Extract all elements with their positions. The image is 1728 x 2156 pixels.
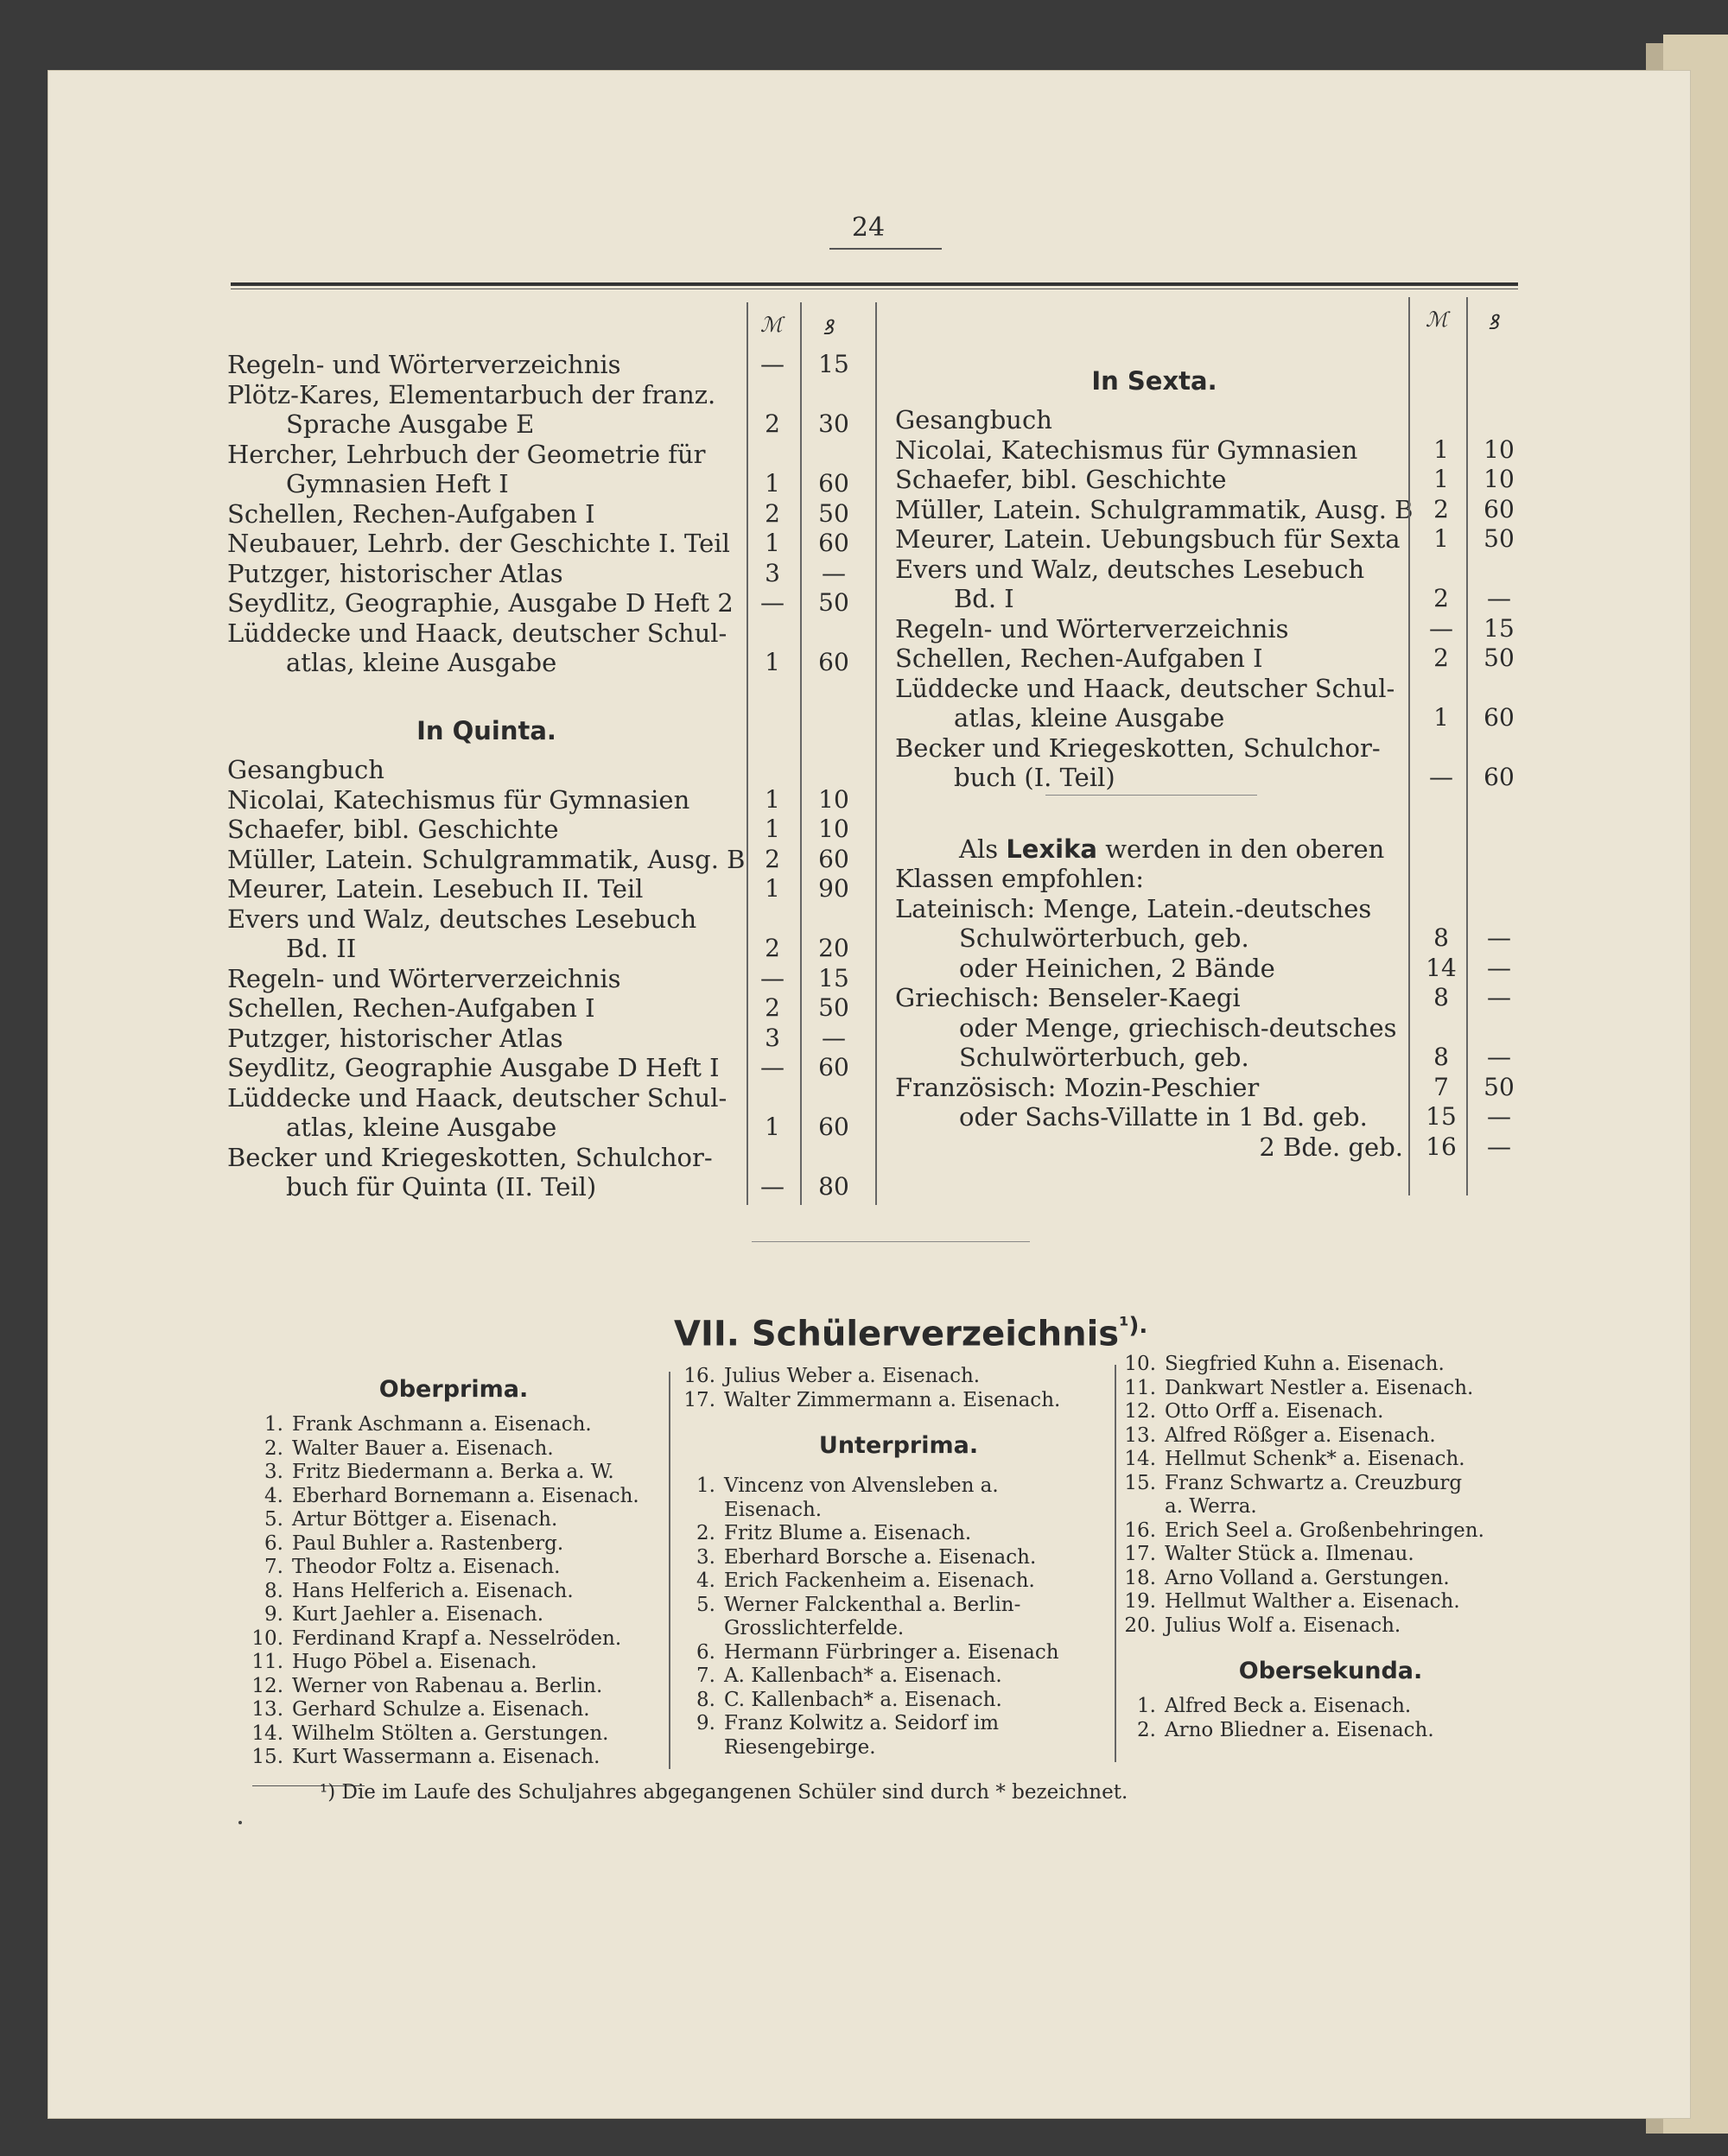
price-pf: 90 (818, 874, 849, 904)
student-name: Ferdinand Krapf a. Nesselröden. (292, 1627, 622, 1650)
book-line: Sprache Ausgabe E (286, 409, 535, 439)
student-name: Fritz Biedermann a. Berka a. W. (292, 1461, 614, 1483)
price-mark: 1 (1433, 434, 1449, 464)
student-number: 12. (251, 1674, 283, 1697)
list-heading: In Quinta. (416, 716, 556, 746)
book-line: Seydlitz, Geographie Ausgabe D Heft I (227, 1053, 720, 1083)
price-mark: 14 (1426, 953, 1457, 982)
price-mark: 2 (765, 934, 780, 963)
student-number: 14. (251, 1722, 283, 1745)
student-number: 6. (696, 1640, 715, 1664)
oberprima-list (251, 1367, 657, 1770)
book-line: Seydlitz, Geographie, Ausgabe D Heft 2 (227, 588, 734, 618)
price-pf: 80 (818, 1172, 849, 1202)
book-line: Schellen, Rechen-Aufgaben I (895, 644, 1263, 673)
book-line: Lüddecke und Haack, deutscher Schul- (227, 1082, 727, 1113)
pfennig-currency-symbol: ꝸ (823, 315, 834, 339)
student-number: 2. (696, 1522, 715, 1544)
student-number: 10. (251, 1627, 283, 1650)
student-name: Franz Schwartz a. Creuzburg (1165, 1471, 1463, 1494)
student-name: Theodor Foltz a. Eisenach. (292, 1556, 561, 1578)
price-mark: 1 (765, 784, 780, 814)
lexika-bold: Lexika (1006, 834, 1097, 864)
lexika-row: Griechisch: Benseler-Kaegi (895, 983, 1241, 1013)
student-number: 1. (264, 1413, 283, 1436)
section-separator (752, 1241, 1030, 1242)
price-mark: 2 (1433, 584, 1449, 612)
student-name: Fritz Blume a. Eisenach. (724, 1522, 972, 1544)
student-name: Eberhard Bornemann a. Eisenach. (292, 1484, 639, 1507)
page-speck (238, 1821, 242, 1824)
price-mark: — (760, 350, 785, 378)
student-entry (683, 1712, 1115, 1736)
book-line: Regeln- und Wörterverzeichnis (227, 963, 621, 993)
student-number: 7. (264, 1556, 283, 1578)
student-name: Paul Buhler a. Rastenberg. (292, 1531, 564, 1555)
price-pf: 10 (818, 815, 849, 844)
student-number: 13. (251, 1698, 283, 1721)
student-number: 2. (264, 1436, 283, 1460)
student-name: Julius Wolf a. Eisenach. (1165, 1614, 1401, 1637)
obersekunda-heading: Obersekunda. (1238, 1658, 1423, 1684)
lexika-row: Französisch: Mozin-Peschier (895, 1072, 1260, 1102)
price-pf: — (1487, 953, 1511, 982)
price-mark: — (1429, 613, 1453, 643)
student-entry (683, 1641, 1115, 1665)
student-name: C. Kallenbach* a. Eisenach. (724, 1688, 1002, 1711)
student-entry (251, 1437, 657, 1462)
price-mark: — (760, 1053, 785, 1082)
page-number: 24 (851, 212, 886, 243)
book-line: Meurer, Latein. Lesebuch II. Teil (227, 874, 644, 904)
book-line: Meurer, Latein. Uebungsbuch für Sexta (895, 524, 1401, 554)
student-number: 6. (264, 1531, 283, 1555)
book-line: Plötz-Kares, Elementarbuch der franz. (227, 379, 716, 409)
price-pf: 60 (1483, 494, 1515, 523)
book-line: Evers und Walz, deutsches Lesebuch (227, 904, 697, 934)
student-number: 8. (264, 1579, 283, 1602)
price-pf: — (822, 1023, 846, 1052)
student-number: 9. (264, 1603, 283, 1626)
price-pf: — (1487, 923, 1511, 953)
price-mark: 8 (1433, 1043, 1449, 1072)
student-entry (1123, 1567, 1538, 1591)
book-line: Nicolai, Katechismus für Gymnasien (227, 784, 690, 815)
book-line: Putzger, historischer Atlas (227, 558, 563, 588)
price-pf: 50 (1483, 524, 1515, 553)
student-name: Walter Zimmermann a. Eisenach. (724, 1388, 1061, 1411)
left-pf-divider (875, 302, 877, 1205)
price-mark: 1 (1433, 465, 1449, 493)
price-pf: 60 (818, 529, 849, 557)
mark-currency-symbol: ℳ (760, 313, 783, 337)
student-number: 19. (1124, 1590, 1156, 1613)
price-mark: 8 (1433, 923, 1449, 953)
student-entry (683, 1546, 1115, 1570)
student-number: 9. (696, 1712, 715, 1734)
price-pf: — (1487, 1132, 1511, 1161)
lexika-row: Lateinisch: Menge, Latein.-deutsches (895, 893, 1372, 923)
lexika-intro-2: Klassen empfohlen: (895, 864, 1145, 894)
student-entry (683, 1569, 1115, 1594)
price-mark: 3 (765, 558, 780, 587)
book-line: Gesangbuch (895, 405, 1052, 434)
student-name: Erich Seel a. Großenbehringen. (1165, 1519, 1484, 1542)
student-name: Walter Bauer a. Eisenach. (292, 1436, 554, 1460)
student-col-divider-2 (1115, 1365, 1116, 1762)
price-mark: 1 (765, 1113, 780, 1142)
right-booklist (895, 346, 1414, 1162)
student-number: 8. (696, 1688, 715, 1711)
price-mark: 8 (1433, 983, 1449, 1012)
price-pf: 60 (1483, 763, 1515, 791)
price-mark: 16 (1426, 1132, 1457, 1161)
book-line: Putzger, historischer Atlas (227, 1023, 563, 1053)
student-name: Kurt Wassermann a. Eisenach. (292, 1746, 600, 1768)
price-mark: 3 (765, 1023, 780, 1052)
book-line: buch (I. Teil) (954, 763, 1115, 792)
book-line: Müller, Latein. Schulgrammatik, Ausg. B (895, 494, 1414, 524)
student-number: 4. (264, 1484, 283, 1507)
price-pf: 60 (818, 648, 849, 676)
price-mark: 7 (1433, 1072, 1449, 1101)
student-col-divider-1 (669, 1372, 670, 1769)
student-entry (683, 1594, 1115, 1618)
student-number: 4. (696, 1569, 715, 1592)
price-mark: 2 (765, 844, 780, 873)
price-mark: 1 (1433, 524, 1449, 553)
student-entry (251, 1675, 657, 1699)
lexika-intro-b: werden in den oberen (1096, 834, 1385, 864)
price-mark: 2 (1433, 494, 1449, 523)
student-number: 16. (1124, 1519, 1156, 1542)
price-pf: 15 (818, 350, 849, 378)
student-number: 2. (1137, 1718, 1156, 1741)
price-pf: 20 (818, 934, 849, 963)
book-line: Regeln- und Wörterverzeichnis (895, 613, 1289, 644)
lexika-row: Schulwörterbuch, geb. (959, 1043, 1249, 1073)
student-entry (251, 1532, 657, 1557)
lexika-intro-a: Als (959, 834, 1007, 864)
student-entry (1123, 1590, 1538, 1614)
sexta-lexika-separator (1045, 795, 1257, 796)
right-mark-divider (1466, 297, 1468, 1195)
student-entry (251, 1413, 657, 1437)
student-entry (683, 1365, 1115, 1389)
student-entry (251, 1722, 657, 1747)
book-line: Bd. I (954, 584, 1014, 613)
right-col-divider (1408, 297, 1410, 1195)
student-name: Arno Volland a. Gerstungen. (1165, 1566, 1450, 1589)
student-number: 1. (1137, 1695, 1156, 1717)
price-mark: 1 (765, 874, 780, 904)
student-entry (1123, 1353, 1538, 1377)
book-line: atlas, kleine Ausgabe (954, 703, 1225, 732)
student-number: 13. (1124, 1424, 1156, 1447)
price-pf: 60 (1483, 703, 1515, 732)
student-col-2 (683, 1365, 1115, 1760)
student-number: 18. (1124, 1566, 1156, 1589)
student-entry (251, 1651, 657, 1675)
lexika-row: oder Heinichen, 2 Bände (959, 953, 1275, 983)
student-entry (251, 1485, 657, 1509)
book-line: Gymnasien Heft I (286, 469, 509, 498)
price-mark: 15 (1426, 1102, 1457, 1132)
left-mark-divider (800, 302, 802, 1205)
book-line: Hercher, Lehrbuch der Geometrie für (227, 439, 706, 469)
book-line: Schaefer, bibl. Geschichte (895, 465, 1227, 494)
student-number: 17. (683, 1388, 715, 1411)
student-name: Siegfried Kuhn a. Eisenach. (1165, 1353, 1445, 1375)
book-line: Schaefer, bibl. Geschichte (227, 815, 559, 845)
book-line: Gesangbuch (227, 755, 384, 785)
lexika-row: oder Sachs-Villatte in 1 Bd. geb. (959, 1102, 1368, 1132)
price-mark: 1 (1433, 703, 1449, 732)
student-number: 10. (1124, 1353, 1156, 1375)
student-name: Erich Fackenheim a. Eisenach. (724, 1569, 1035, 1592)
lexika-row: Schulwörterbuch, geb. (959, 923, 1249, 954)
student-name: Frank Aschmann a. Eisenach. (292, 1413, 592, 1436)
student-entry (1123, 1695, 1538, 1719)
student-entry-cont: Riesengebirge. (724, 1735, 876, 1759)
footnote: ¹) Die im Laufe des Schuljahres abgegangenen Schüler sind durch * bezeichnet. (320, 1781, 1128, 1804)
price-mark: 1 (765, 469, 780, 498)
price-pf: — (1487, 983, 1511, 1012)
lexika-row: oder Menge, griechisch-deutsches (959, 1012, 1397, 1043)
student-entry (1123, 1424, 1538, 1449)
price-mark: 2 (765, 993, 780, 1023)
student-name: Alfred Beck a. Eisenach. (1165, 1695, 1412, 1717)
student-entry (1123, 1448, 1538, 1472)
price-pf: 15 (1483, 613, 1515, 643)
student-entry (683, 1665, 1115, 1689)
price-pf: 60 (818, 844, 849, 873)
price-pf: 30 (818, 409, 849, 438)
student-entry (683, 1522, 1115, 1546)
student-entry (251, 1508, 657, 1532)
student-col-3 (1123, 1353, 1538, 1742)
student-name: Dankwart Nestler a. Eisenach. (1165, 1376, 1474, 1399)
student-name: Gerhard Schulze a. Eisenach. (292, 1698, 590, 1721)
student-name: Vincenz von Alvensleben a. (724, 1474, 999, 1497)
price-pf: 10 (1483, 465, 1515, 493)
student-entry (1123, 1377, 1538, 1401)
student-entry (1123, 1400, 1538, 1424)
price-pf: 50 (818, 498, 849, 528)
student-name: Hellmut Walther a. Eisenach. (1165, 1590, 1460, 1613)
book-line: Müller, Latein. Schulgrammatik, Ausg. B (227, 844, 746, 874)
student-entry (251, 1627, 657, 1652)
oberprima-heading: Oberprima. (378, 1376, 529, 1403)
book-line: Becker und Kriegeskotten, Schulchor- (227, 1142, 713, 1172)
student-entry (251, 1461, 657, 1485)
book-line: Schellen, Rechen-Aufgaben I (227, 498, 595, 529)
student-name: Werner Falckenthal a. Berlin- (724, 1593, 1021, 1616)
price-mark: 1 (765, 815, 780, 844)
student-name: Julius Weber a. Eisenach. (724, 1365, 981, 1387)
list-heading: In Sexta. (1091, 366, 1217, 396)
pfennig-currency-symbol-right: ꝸ (1488, 310, 1499, 334)
student-name: A. Kallenbach* a. Eisenach. (724, 1665, 1002, 1687)
price-pf: — (1487, 1102, 1511, 1132)
student-entry (251, 1603, 657, 1627)
section-title-text: VII. Schülerverzeichnis (674, 1314, 1120, 1354)
lexika-intro (895, 834, 1414, 865)
student-name: Alfred Rößger a. Eisenach. (1165, 1424, 1436, 1447)
student-entry (1123, 1519, 1538, 1544)
price-pf: 50 (1483, 644, 1515, 672)
student-number: 14. (1124, 1448, 1156, 1470)
student-number: 17. (1124, 1543, 1156, 1565)
student-entry (683, 1689, 1115, 1713)
student-number: 20. (1124, 1614, 1156, 1637)
student-entry-cont: Grosslichterfelde. (724, 1617, 905, 1639)
student-name: Kurt Jaehler a. Eisenach. (292, 1603, 544, 1626)
spacer (227, 678, 746, 696)
price-pf: — (1487, 584, 1511, 612)
book-line: atlas, kleine Ausgabe (286, 1113, 557, 1143)
price-mark: 2 (1433, 644, 1449, 672)
book-line: Evers und Walz, deutsches Lesebuch (895, 554, 1365, 584)
student-entry (1123, 1543, 1538, 1567)
student-name: Hermann Fürbringer a. Eisenach (724, 1640, 1059, 1664)
book-line: Regeln- und Wörterverzeichnis (227, 350, 621, 379)
student-number: 5. (696, 1593, 715, 1616)
student-name: Walter Stück a. Ilmenau. (1165, 1543, 1414, 1565)
unterprima-heading: Unterprima. (818, 1432, 979, 1459)
student-name: Eberhard Borsche a. Eisenach. (724, 1545, 1037, 1569)
student-number: 11. (1124, 1376, 1156, 1399)
student-entry-cont: Eisenach. (724, 1498, 823, 1521)
book-line: Lüddecke und Haack, deutscher Schul- (895, 673, 1395, 703)
price-mark: — (760, 963, 785, 992)
student-name: Artur Böttger a. Eisenach. (292, 1508, 558, 1531)
price-mark: — (760, 588, 785, 617)
student-entry (251, 1556, 657, 1580)
price-pf: 50 (1483, 1072, 1515, 1101)
price-mark: 2 (765, 498, 780, 528)
book-line: Schellen, Rechen-Aufgaben I (227, 993, 595, 1024)
page-number-rule (829, 248, 942, 250)
price-pf: 10 (818, 784, 849, 814)
price-pf: 15 (818, 963, 849, 992)
student-number: 12. (1124, 1400, 1156, 1423)
student-entry (251, 1746, 657, 1770)
student-name: Franz Kolwitz a. Seidorf im (724, 1712, 1000, 1734)
price-mark: — (760, 1172, 785, 1202)
price-pf: 50 (818, 588, 849, 617)
book-line: Lüddecke und Haack, deutscher Schul- (227, 618, 727, 648)
price-mark: 2 (765, 409, 780, 438)
spacer (895, 793, 1414, 834)
student-entry (251, 1580, 657, 1604)
price-pf: 60 (818, 469, 849, 498)
student-name: Werner von Rabenau a. Berlin. (292, 1674, 603, 1697)
student-entry-cont: a. Werra. (1165, 1495, 1257, 1518)
section-title (674, 1313, 1158, 1354)
student-name: Otto Orff a. Eisenach. (1165, 1400, 1384, 1423)
student-name: Hans Helferich a. Eisenach. (292, 1579, 574, 1602)
student-number: 1. (696, 1474, 715, 1497)
lexika-row: 2 Bde. geb. (1259, 1132, 1403, 1162)
student-entry (251, 1698, 657, 1722)
student-entry (1123, 1719, 1538, 1743)
student-number: 15. (1124, 1471, 1156, 1494)
price-mark: 1 (765, 648, 780, 676)
price-pf: 60 (818, 1053, 849, 1082)
student-entry (683, 1474, 1115, 1499)
student-entry (683, 1389, 1115, 1413)
student-number: 16. (683, 1365, 715, 1387)
price-pf: 10 (1483, 434, 1515, 464)
left-booklist (227, 350, 746, 1202)
price-pf: 50 (818, 993, 849, 1023)
book-line: buch für Quinta (II. Teil) (286, 1172, 597, 1202)
student-name: Wilhelm Stölten a. Gerstungen. (292, 1722, 609, 1745)
price-pf: — (822, 558, 846, 587)
student-number: 15. (251, 1746, 283, 1768)
student-entry (1123, 1472, 1538, 1496)
student-entry (1123, 1614, 1538, 1639)
section-footnote-mark: ¹). (1119, 1313, 1148, 1339)
student-name: Hellmut Schenk* a. Eisenach. (1165, 1448, 1465, 1470)
mark-currency-symbol-right: ℳ (1426, 308, 1448, 332)
book-line: Bd. II (286, 934, 357, 964)
student-number: 3. (696, 1545, 715, 1569)
price-mark: — (1429, 763, 1453, 791)
book-line: Becker und Kriegeskotten, Schulchor- (895, 732, 1381, 763)
student-number: 3. (264, 1461, 283, 1483)
book-line: atlas, kleine Ausgabe (286, 648, 557, 677)
student-name: Hugo Pöbel a. Eisenach. (292, 1651, 537, 1673)
book-line: Nicolai, Katechismus für Gymnasien (895, 434, 1358, 465)
student-name: Arno Bliedner a. Eisenach. (1165, 1718, 1434, 1741)
student-number: 7. (696, 1665, 715, 1687)
price-mark: 1 (765, 529, 780, 557)
student-number: 11. (251, 1651, 283, 1673)
student-number: 5. (264, 1508, 283, 1531)
book-line: Neubauer, Lehrb. der Geschichte I. Teil (227, 529, 730, 558)
price-pf: 60 (818, 1113, 849, 1142)
header-rule (231, 282, 1518, 286)
price-pf: — (1487, 1043, 1511, 1072)
